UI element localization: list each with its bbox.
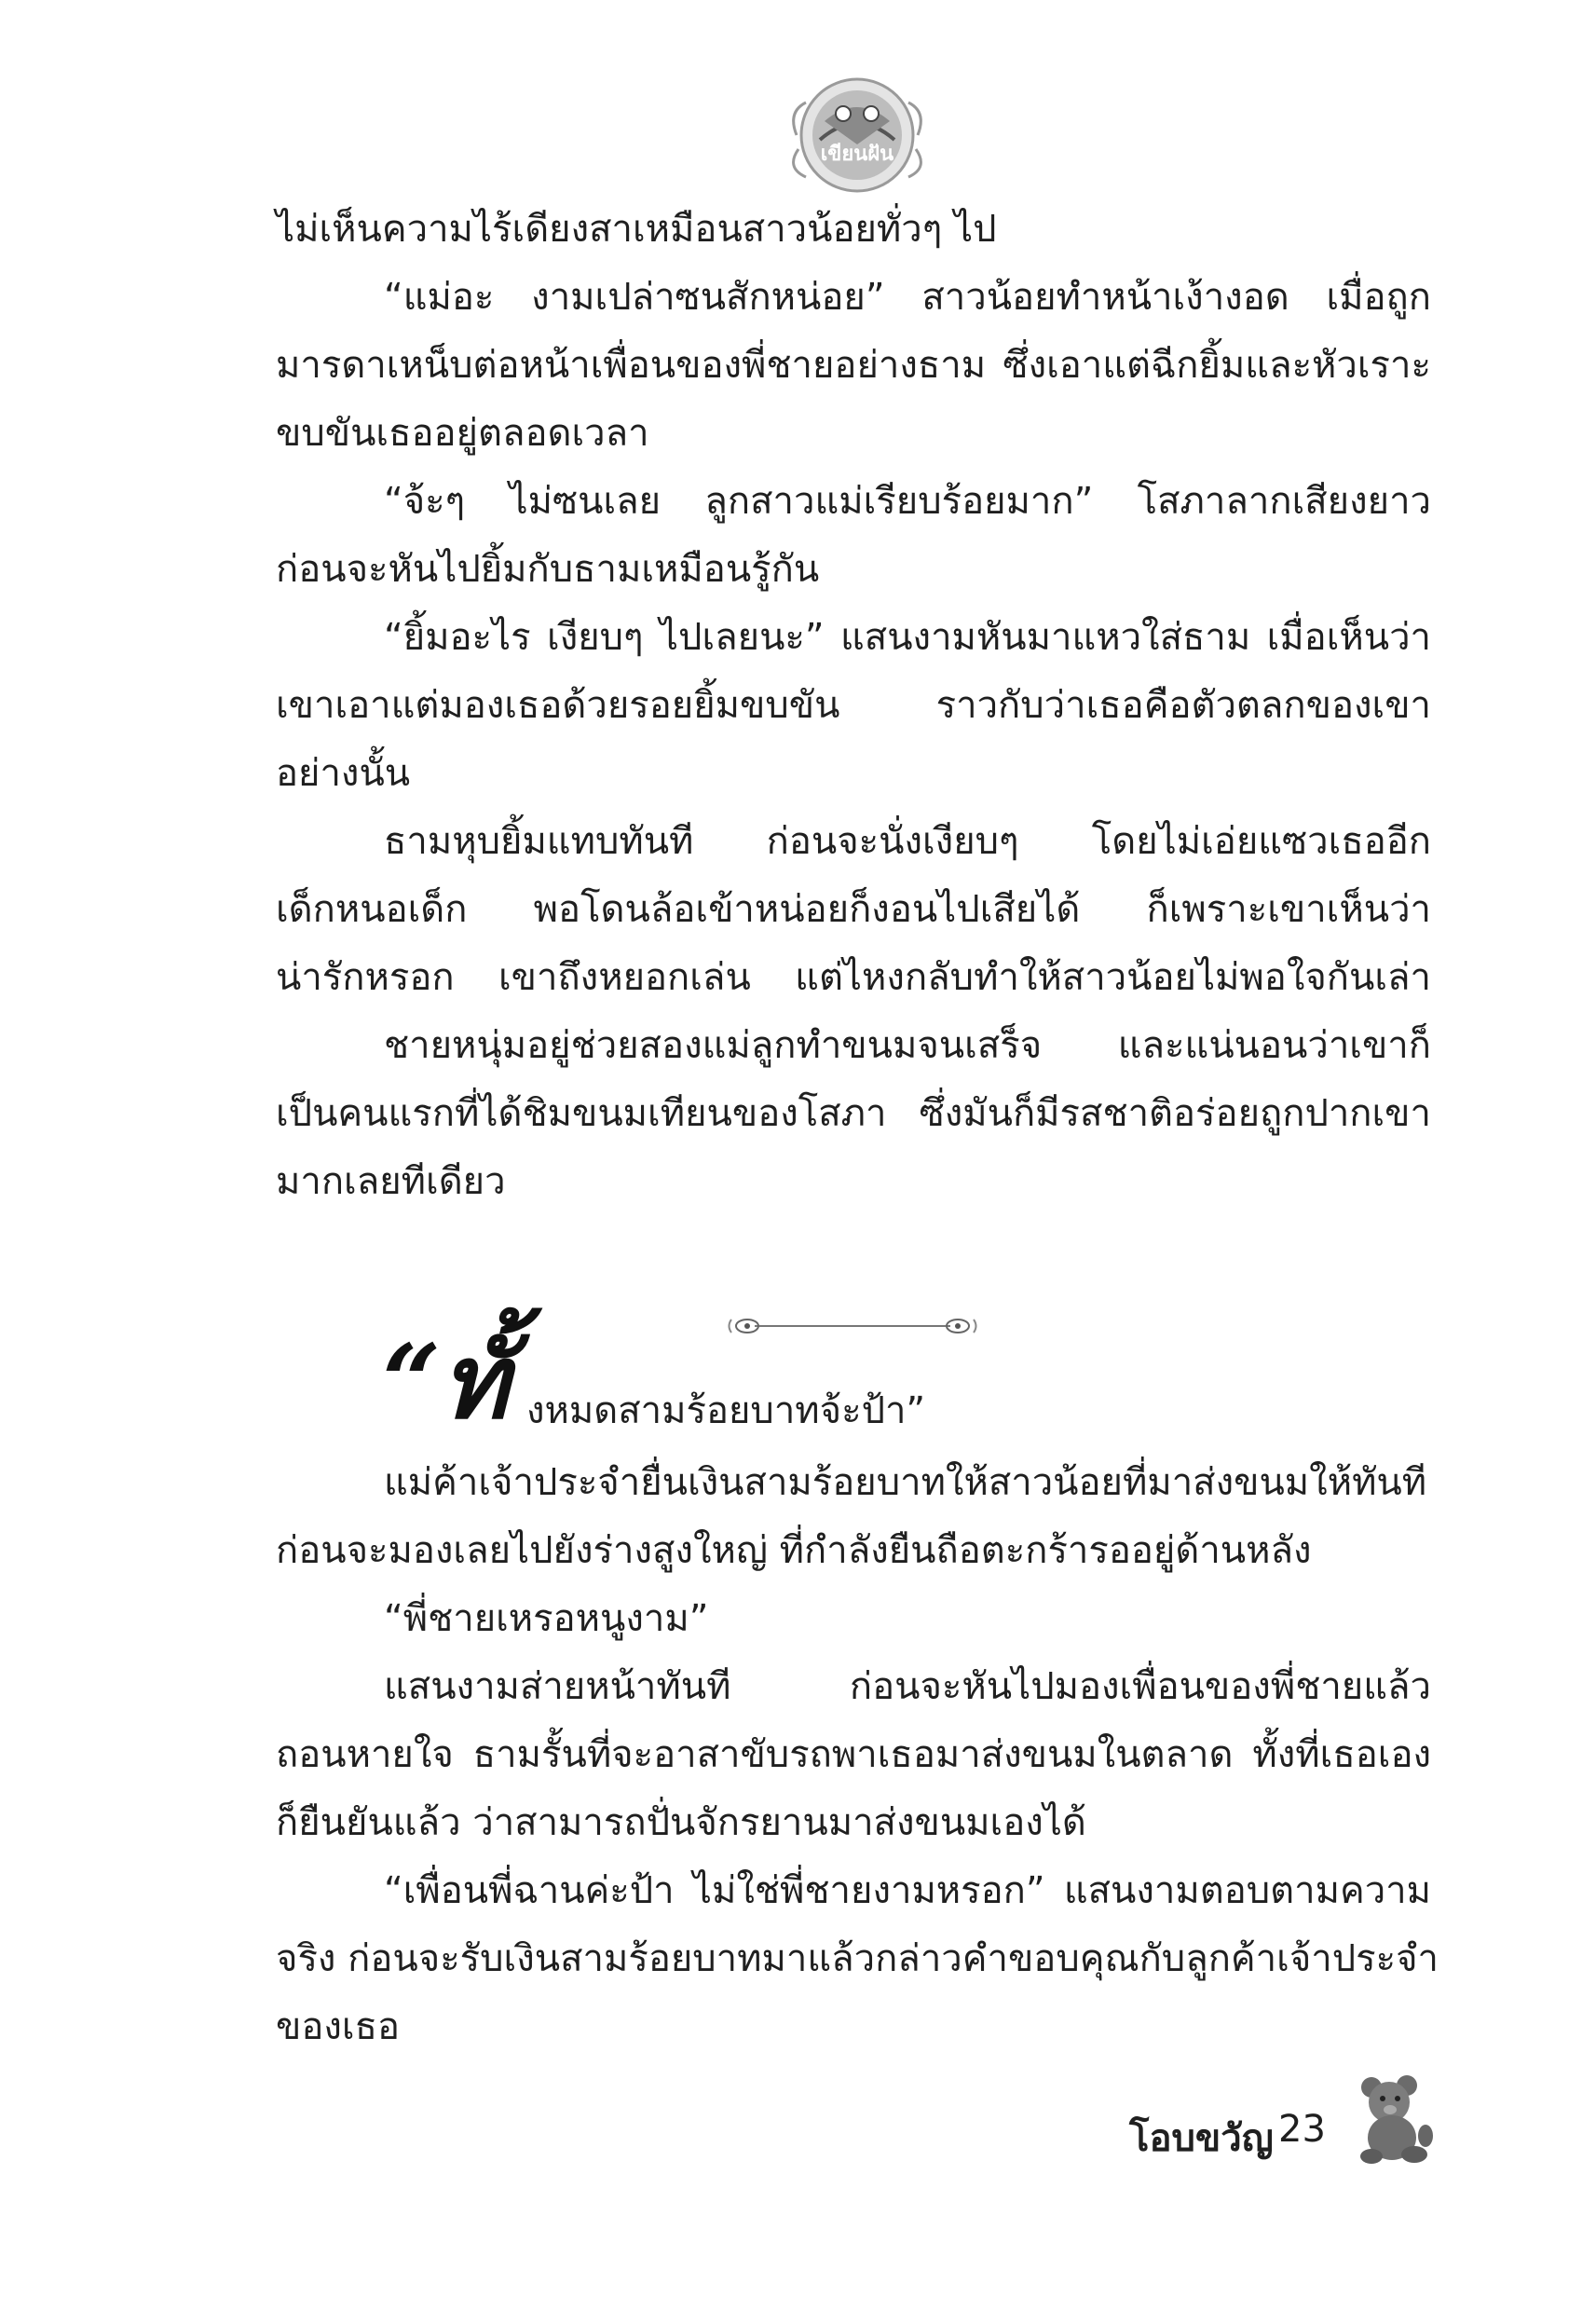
paragraph-line: ก่อนจะหันไปยิ้มกับธามเหมือนรู้กัน <box>276 548 820 591</box>
paragraph-line: แสนงามส่ายหน้าทันที ก่อนจะหันไปมองเพื่อนของพี่ชายแล้ว <box>384 1665 1431 1708</box>
paragraph-line: “ยิ้มอะไร เงียบๆ ไปเลยนะ” แสนงามหันมาแหวใส่ธาม เมื่อเห็นว่า <box>384 616 1431 659</box>
book-title: โอบขวัญ <box>1129 2117 1274 2160</box>
paragraph-line: “พี่ชายเหรอหนูงาม” <box>384 1597 709 1640</box>
paragraph-line: เป็นคนแรกที่ได้ชิมขนมเทียนของโสภา ซึ่งมันก็มีรสชาติอร่อยถูกปากเขา <box>276 1092 1431 1135</box>
paragraph-line: แม่ค้าเจ้าประจำยื่นเงินสามร้อยบาทให้สาวน้อยที่มาส่งขนมให้ทันที <box>384 1461 1427 1504</box>
drop-cap: “ทั้ <box>382 1321 509 1442</box>
paragraph-line: “จ้ะๆ ไม่ซนเลย ลูกสาวแม่เรียบร้อยมาก” โสภาลากเสียงยาว <box>384 480 1431 523</box>
paragraph-line: “แม่อะ งามเปล่าซนสักหน่อย” สาวน้อยทำหน้าเง้างอด เมื่อถูก <box>384 276 1431 319</box>
paragraph-line: ชายหนุ่มอยู่ช่วยสองแม่ลูกทำขนมจนเสร็จ และแน่นอนว่าเขาก็ <box>384 1024 1431 1067</box>
paragraph-line: อย่างนั้น <box>276 752 411 795</box>
paragraph-line: ก่อนจะมองเลยไปยังร่างสูงใหญ่ ที่กำลังยืนถือตะกร้ารออยู่ด้านหลัง <box>276 1529 1312 1572</box>
page-number: 23 <box>1278 2108 1326 2151</box>
paragraph-line: เขาเอาแต่มองเธอด้วยรอยยิ้มขบขัน ราวกับว่าเธอคือตัวตลกของเขา <box>276 684 1431 727</box>
text-block-1 <box>276 196 1431 1216</box>
paragraph-line: ของเธอ <box>276 2005 401 2048</box>
opening-line-rest: งหมดสามร้อยบาทจ้ะป้า” <box>526 1389 926 1432</box>
paragraph-line: ขบขันเธออยู่ตลอดเวลา <box>276 412 649 455</box>
logo-text: เขียนฝัน <box>820 143 894 166</box>
paragraph-line: น่ารักหรอก เขาถึงหยอกเล่น แต่ไหงกลับทำให้สาวน้อยไม่พอใจกันเล่า <box>276 956 1431 999</box>
paragraph-line: จริง ก่อนจะรับเงินสามร้อยบาทมาแล้วกล่าวคำขอบคุณกับลูกค้าเจ้าประจำ <box>276 1937 1439 1980</box>
paragraph-line: มารดาเหน็บต่อหน้าเพื่อนของพี่ชายอย่างธาม ซึ่งเอาแต่ฉีกยิ้มและหัวเราะ <box>276 344 1431 387</box>
paragraph-line: ธามหุบยิ้มแทบทันที ก่อนจะนั่งเงียบๆ โดยไม่เอ่ยแซวเธออีก <box>384 820 1431 863</box>
paragraph-line: “เพื่อนพี่ฉานค่ะป้า ไม่ใช่พี่ชายงามหรอก” แสนงามตอบตามความ <box>384 1869 1431 1912</box>
book-emblem-icon <box>778 56 936 214</box>
paragraph-line: ไม่เห็นความไร้เดียงสาเหมือนสาวน้อยทั่วๆ ไป <box>276 208 997 251</box>
paragraph-line: ก็ยืนยันแล้ว ว่าสามารถปั่นจักรยานมาส่งขนมเองได้ <box>276 1801 1086 1844</box>
paragraph-line: มากเลยทีเดียว <box>276 1160 506 1203</box>
section-opening-line <box>382 1321 1407 1443</box>
teddy-bear-icon <box>1351 2071 1435 2164</box>
paragraph-line: เด็กหนอเด็ก พอโดนล้อเข้าหน่อยก็งอนไปเสียได้ ก็เพราะเขาเห็นว่า <box>276 888 1431 931</box>
text-block-2 <box>276 1449 1439 2061</box>
paragraph-line: ถอนหายใจ ธามรั้นที่จะอาสาขับรถพาเธอมาส่งขนมในตลาด ทั้งที่เธอเอง <box>276 1733 1431 1776</box>
